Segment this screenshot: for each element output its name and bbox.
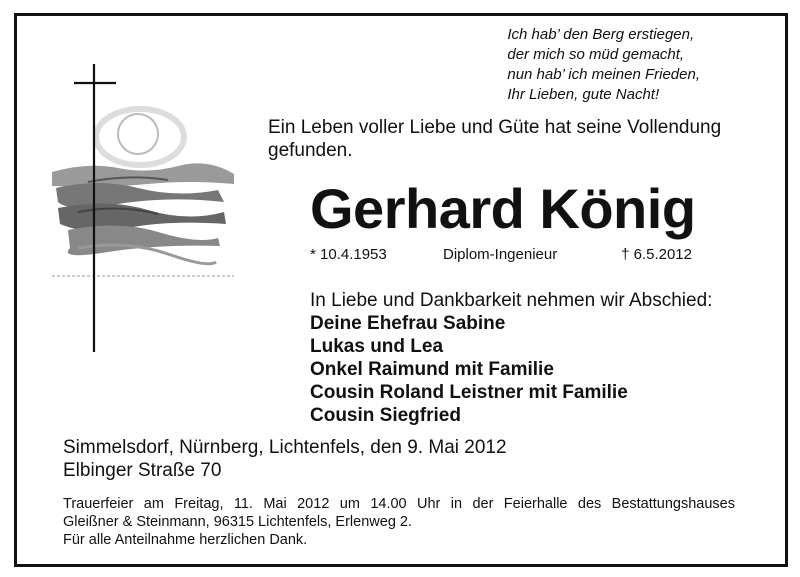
death-date: † 6.5.2012 bbox=[621, 246, 692, 263]
note-line: Trauerfeier am Freitag, 11. Mai 2012 um 14.00 Uhr in der Feierhalle des Bestattungshauses bbox=[63, 496, 735, 512]
intro-text: Ein Leben voller Liebe und Güte hat seine Vollendung gefunden. bbox=[268, 117, 722, 161]
street-address: Elbinger Straße 70 bbox=[63, 460, 222, 481]
mourner: Lukas und Lea bbox=[310, 336, 444, 357]
deceased-name: Gerhard König bbox=[310, 177, 696, 240]
funeral-note bbox=[63, 495, 735, 549]
poem-line: Ich hab’ den Berg erstiegen, bbox=[507, 26, 695, 43]
poem-line: der mich so müd gemacht, bbox=[507, 46, 685, 63]
note-line: Gleißner & Steinmann, 96315 Lichtenfels, Erlenweg 2. bbox=[63, 514, 413, 530]
birth-date: * 10.4.1953 bbox=[310, 246, 387, 263]
hill bbox=[56, 183, 224, 208]
mourner: Onkel Raimund mit Familie bbox=[310, 359, 554, 380]
profession: Diplom-Ingenieur bbox=[443, 246, 558, 263]
poem-line: nun hab’ ich meinen Frieden, bbox=[507, 66, 700, 83]
mourners-lead: In Liebe und Dankbarkeit nehmen wir Abschied: bbox=[310, 290, 713, 311]
poem-line: Ihr Lieben, gute Nacht! bbox=[507, 86, 660, 103]
hill bbox=[58, 203, 226, 231]
hill bbox=[68, 225, 220, 255]
cross-landscape-illustration bbox=[48, 62, 238, 352]
mourner: Cousin Roland Leistner mit Familie bbox=[310, 382, 628, 403]
life-dates bbox=[310, 246, 692, 266]
mourner: Cousin Siegfried bbox=[310, 405, 461, 426]
poem bbox=[507, 25, 700, 105]
place-date: Simmelsdorf, Nürnberg, Lichtenfels, den 9. Mai 2012 bbox=[63, 437, 507, 458]
mourners bbox=[310, 289, 712, 427]
place-address bbox=[63, 436, 507, 482]
note-line: Für alle Anteilnahme herzlichen Dank. bbox=[63, 532, 308, 548]
mourner: Deine Ehefrau Sabine bbox=[310, 313, 506, 334]
sun-icon bbox=[118, 114, 158, 154]
